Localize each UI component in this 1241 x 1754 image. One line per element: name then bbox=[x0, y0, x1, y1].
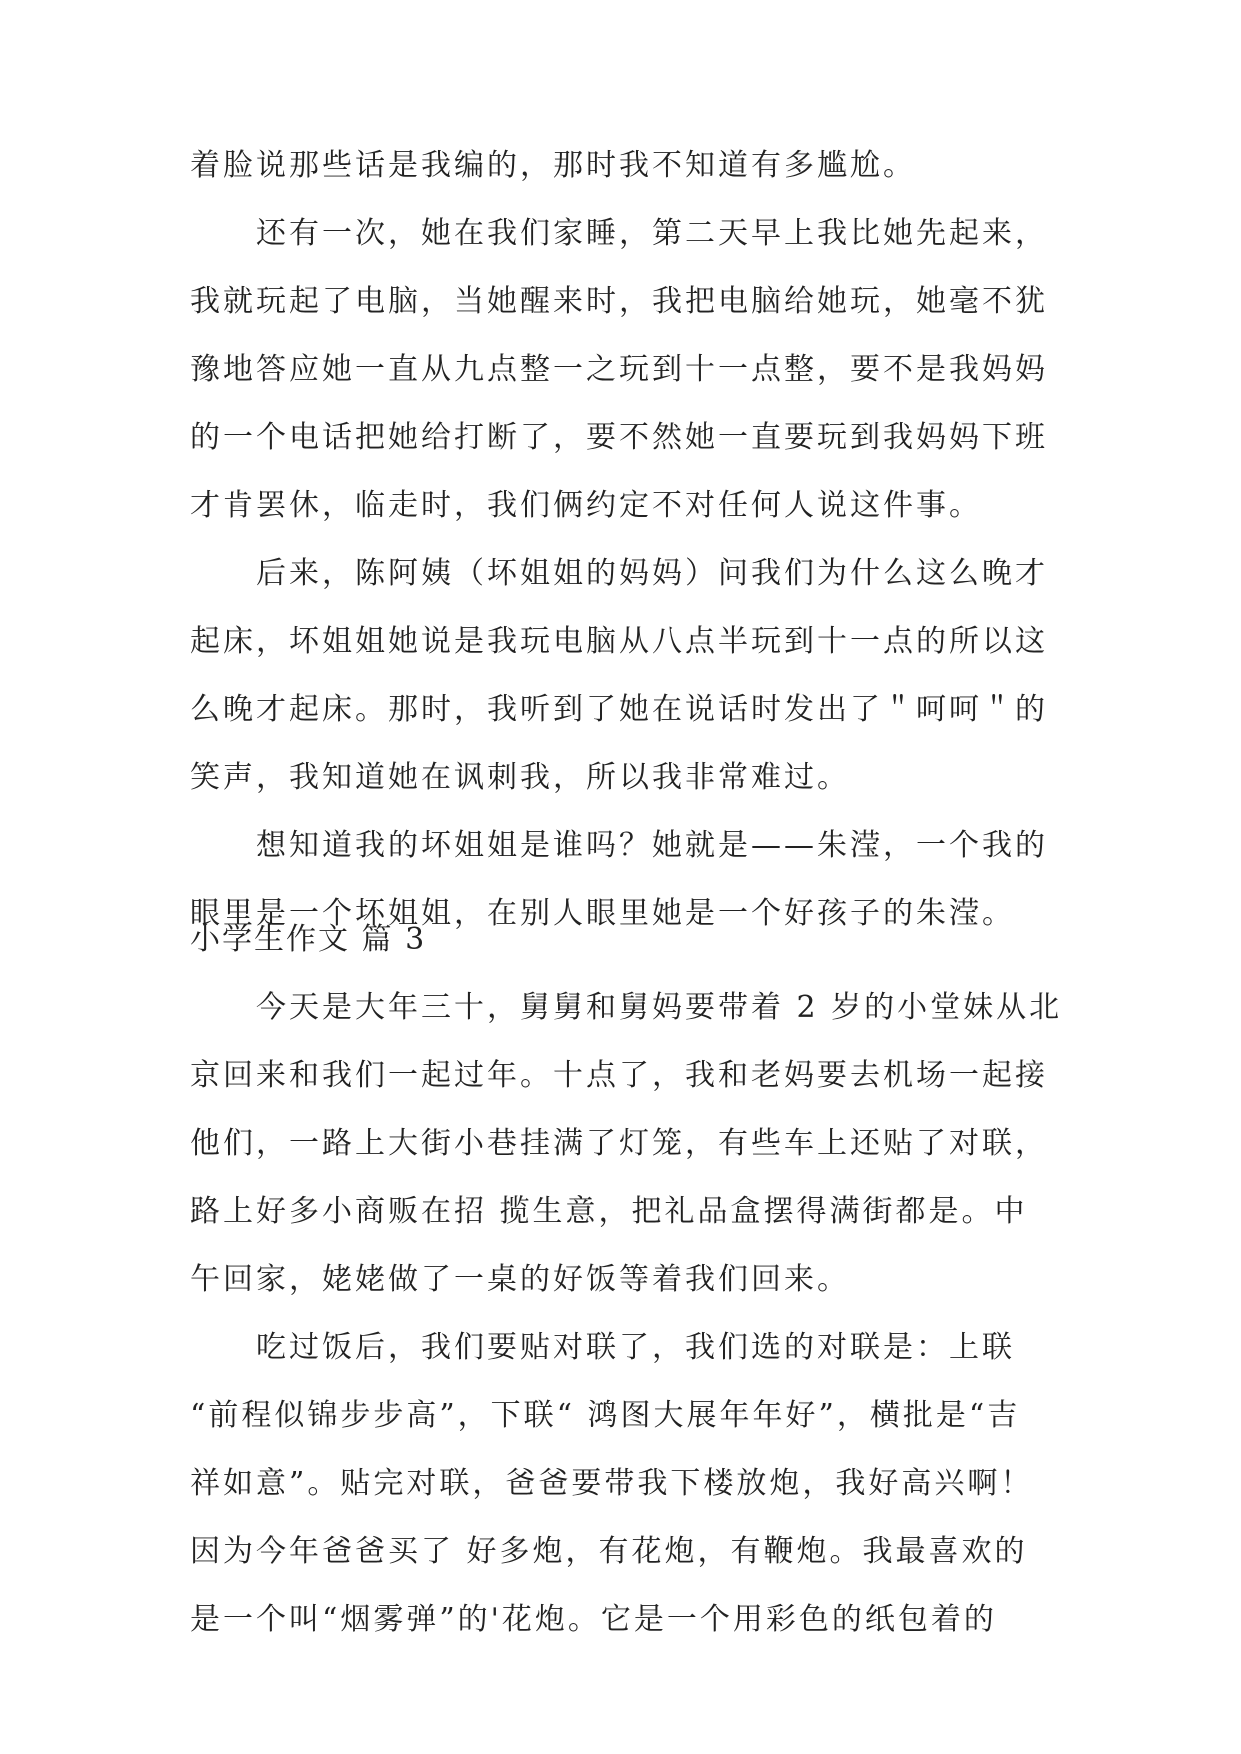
text-line: “前程似锦步步高”，下联“ 鸿图大展年年好”，横批是“吉 bbox=[190, 1398, 1021, 1433]
text-line: 午回家，姥姥做了一桌的好饭等着我们回来。 bbox=[190, 1262, 850, 1297]
text-line: 想知道我的坏姐姐是谁吗？她就是——朱滢，一个我的 bbox=[190, 828, 1048, 863]
text-line: 路上好多小商贩在招 揽生意，把礼品盒摆得满街都是。中 bbox=[190, 1194, 1028, 1229]
text-line: 么晚才起床。那时，我听到了她在说话时发出了＂呵呵＂的 bbox=[190, 692, 1048, 727]
text-line: 他们，一路上大街小巷挂满了灯笼，有些车上还贴了对联， bbox=[190, 1126, 1048, 1161]
text-line: 的一个电话把她给打断了，要不然她一直要玩到我妈妈下班 bbox=[190, 420, 1048, 455]
text-line: 后来，陈阿姨（坏姐姐的妈妈）问我们为什么这么晚才 bbox=[190, 556, 1048, 591]
text-line: 才肯罢休，临走时，我们俩约定不对任何人说这件事。 bbox=[190, 488, 982, 523]
text-line: 祥如意”。贴完对联，爸爸要带我下楼放炮，我好高兴啊！ bbox=[190, 1466, 1034, 1501]
text-line: 起床，坏姐姐她说是我玩电脑从八点半玩到十一点的所以这 bbox=[190, 624, 1048, 659]
text-line: 京回来和我们一起过年。十点了，我和老妈要去机场一起接 bbox=[190, 1058, 1048, 1093]
text-line: 眼里是一个坏姐姐，在别人眼里她是一个好孩子的朱滢。 bbox=[190, 896, 1015, 931]
text-line: 笑声，我知道她在讽刺我，所以我非常难过。 bbox=[190, 760, 850, 795]
text-line: 我就玩起了电脑，当她醒来时，我把电脑给她玩，她毫不犹 bbox=[190, 284, 1048, 319]
text-line: 还有一次，她在我们家睡，第二天早上我比她先起来， bbox=[190, 216, 1048, 251]
text-line: 着脸说那些话是我编的，那时我不知道有多尴尬。 bbox=[190, 148, 916, 183]
text-line: 豫地答应她一直从九点整一之玩到十一点整，要不是我妈妈 bbox=[190, 352, 1048, 387]
text-line: 吃过饭后，我们要贴对联了，我们选的对联是：上联 bbox=[190, 1330, 1015, 1365]
section-title: 小学生作文 篇 3 bbox=[190, 922, 427, 957]
text-line: 是一个叫“烟雾弹”的'花炮。它是一个用彩色的纸包着的 bbox=[190, 1602, 997, 1637]
text-line: 今天是大年三十，舅舅和舅妈要带着 2 岁的小堂妹从北 bbox=[190, 990, 1063, 1025]
text-line: 因为今年爸爸买了 好多炮，有花炮，有鞭炮。我最喜欢的 bbox=[190, 1534, 1028, 1569]
